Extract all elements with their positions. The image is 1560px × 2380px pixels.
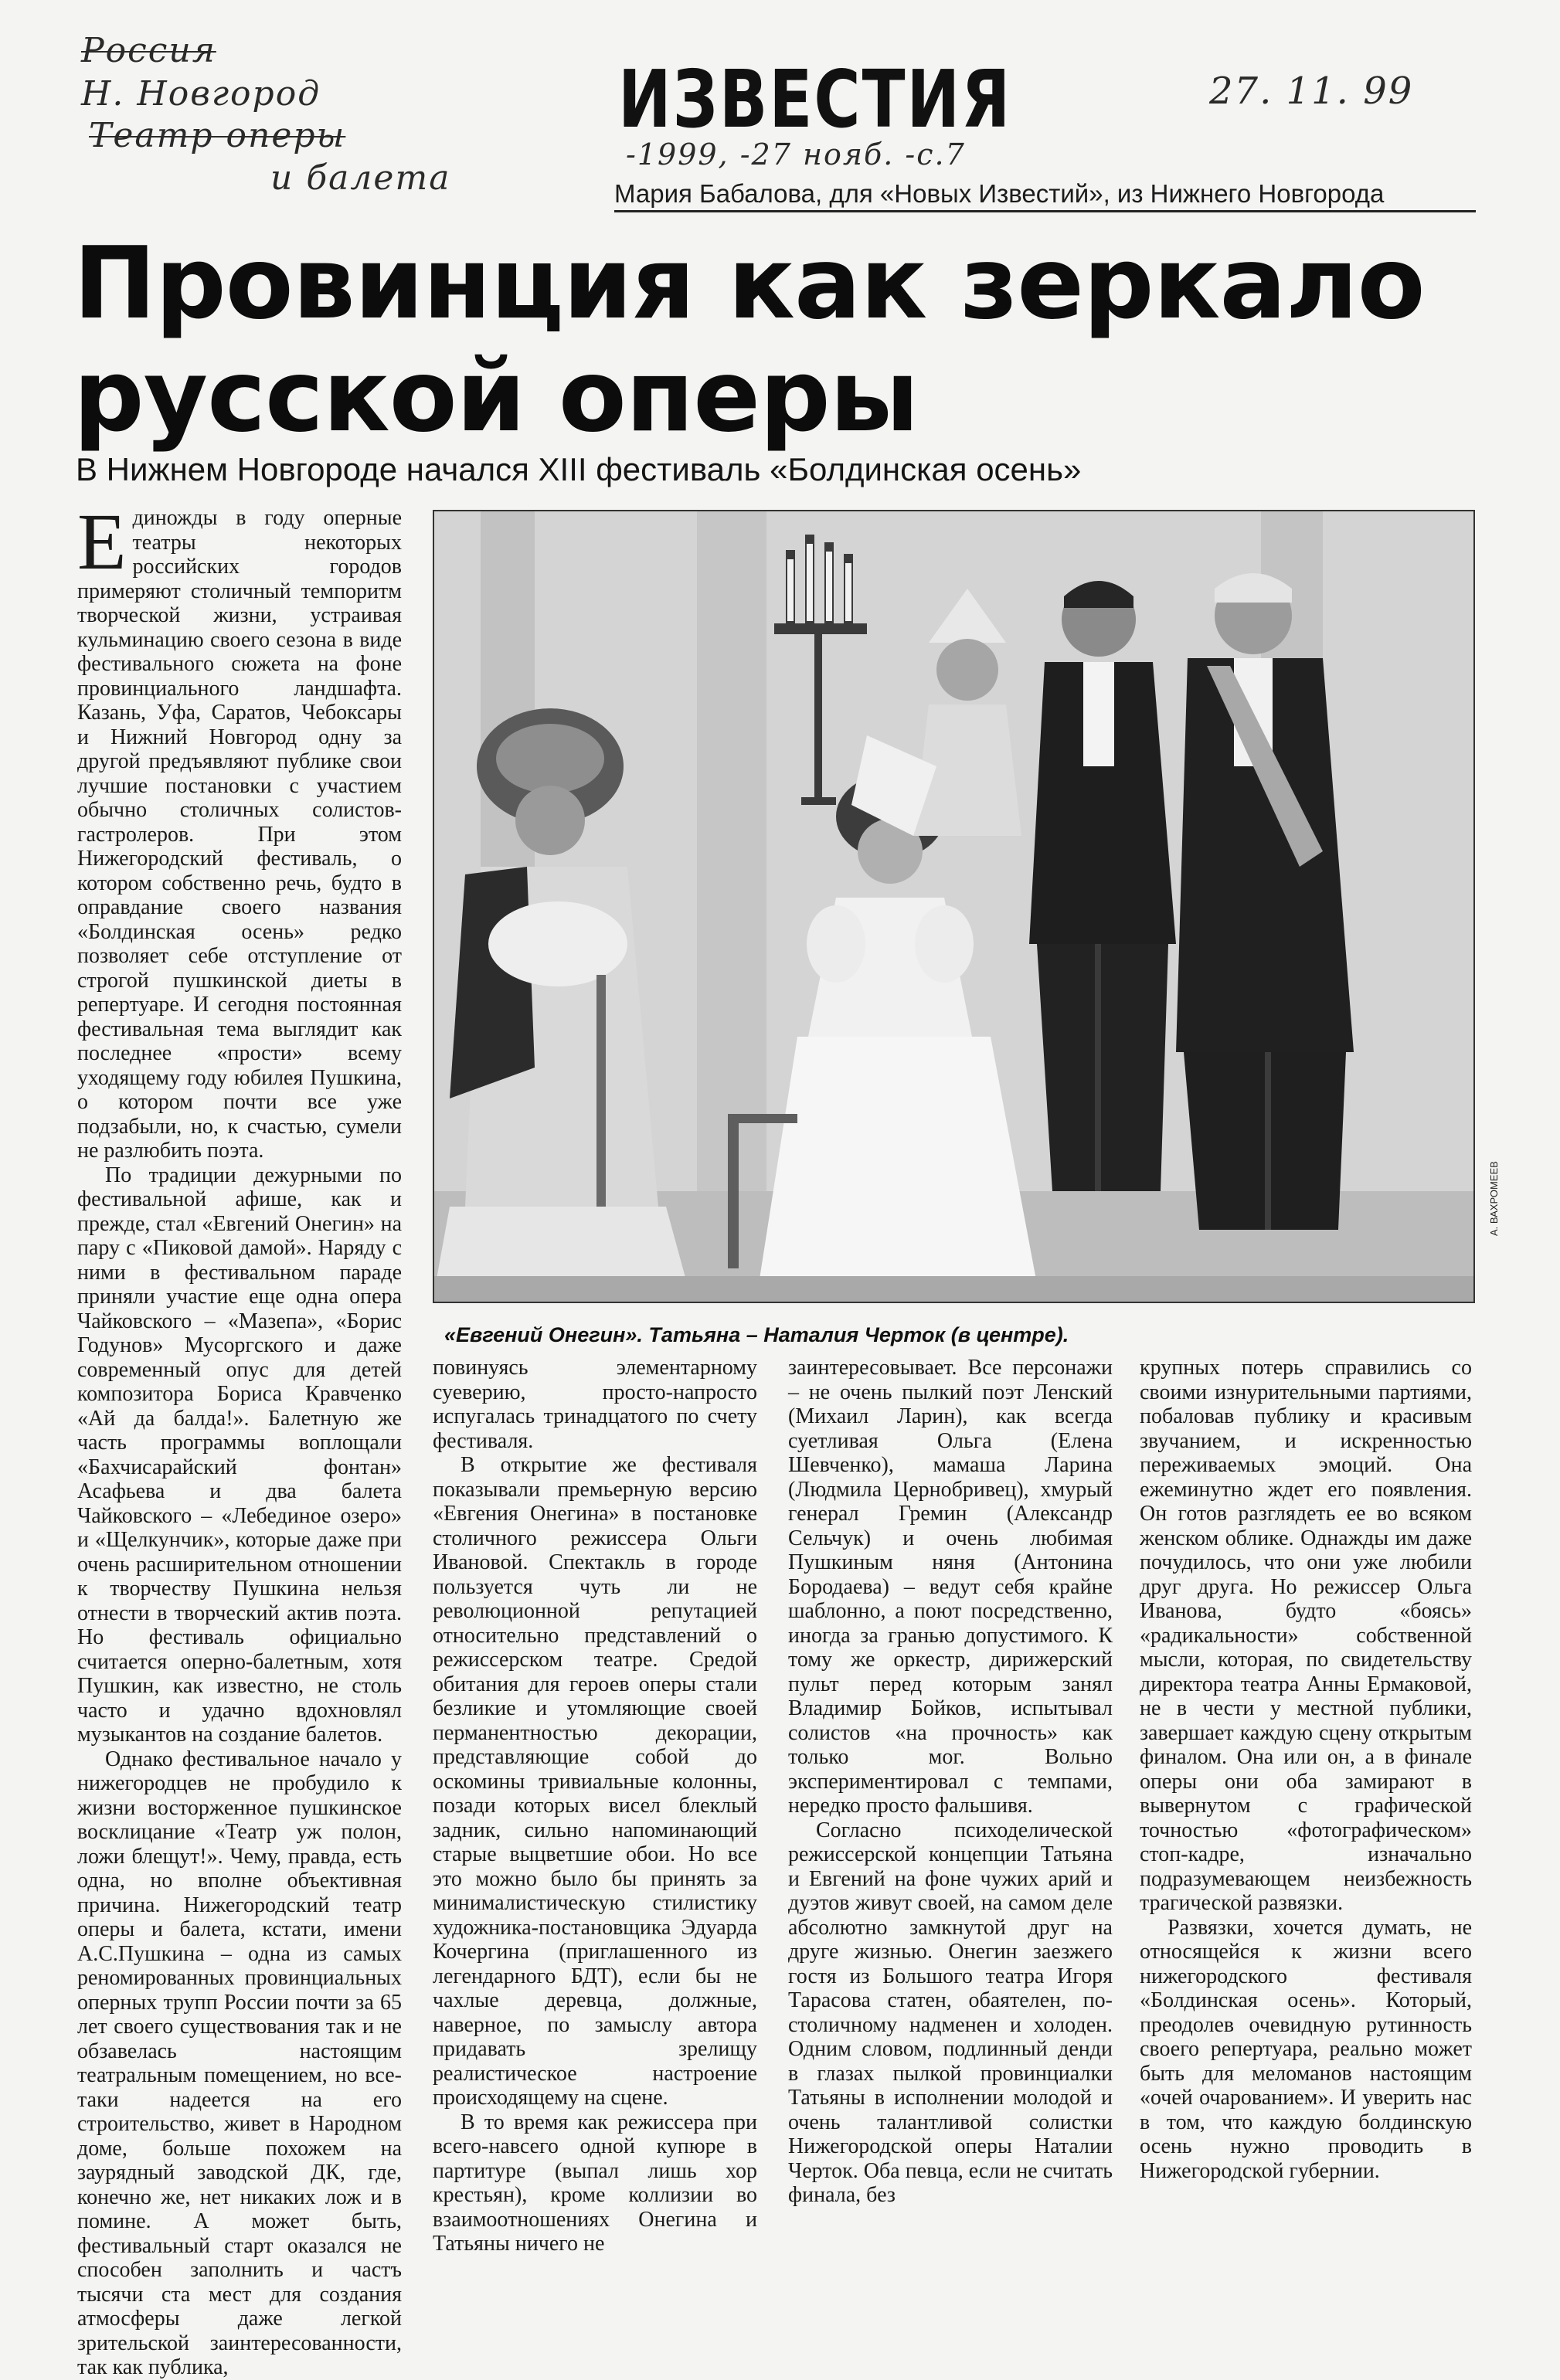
byline-rule xyxy=(614,210,1476,212)
article-paragraph: заинтересовывает. Все персонажи – не очень пылкий поэт Ленский (Михаил Ларин), как всегда суетливая Ольга (Елена Шевченко), мамаша Ларина (Людмила Цернобривец), хмурый генерал Гремин (Александр Сельчук) и очень любимая Пушкиным няня (Антонина Бородаева) – ведут себя крайне шаблонно, а поют посредственно, иногда за гранью допустимого. К тому же оркестр, дирижерский пульт перед которым занял Владимир Бойков, испытывал солистов «на прочность» как только мог. Вольно экспериментировал с темпами, нередко просто фальшивя. xyxy=(788,1356,1113,1818)
article-paragraph: В то время как режиссера при всего-навсего одной купюре в партитуре (выпал лишь хор крестьян), кроме коллизии во взаимоотношениях Онегина и Татьяны ничего не xyxy=(433,2110,757,2256)
handwritten-note-4: и балета xyxy=(270,158,451,198)
byline: Мария Бабалова, для «Новых Известий», из Нижнего Новгорода xyxy=(614,179,1385,208)
article-paragraph: Однако фестивальное начало у нижегородцев не пробудило к жизни восторженное пушкинское восклицание «Театр уж полон, ложи блещут!». Чему, правда, есть одна, но вполне объективная причина. Нижегородский театр оперы и балета, кстати, имени А.С.Пушкина – одна из самых реномированных провинциальных оперных трупп России почти за 65 лет своего существования так и не обзавелась настоящим театральным помещением, но все-таки надеется на его строительство, живет в Народном доме, больше похожем на заурядный заводской ДК, где, конечно же, нет никаких лож и в помине. А может быть, фестивальный старт оказался не способен заполнить и частъ тысячи ста мест для создания атмосферы даже легкой зрительской заинтересованности, так как публика, xyxy=(77,1747,402,2379)
photo-caption: «Евгений Онегин». Татьяна – Наталия Черток (в центре). xyxy=(444,1323,1069,1346)
article-paragraph: По традиции дежурными по фестивальной афише, как и прежде, стал «Евгений Онегин» на пару с «Пиковой дамой». Наряду с ними в фестивальном параде приняли участие еще одна опера Чайковского – «Мазепа», «Борис Годунов» Мусоргского и даже современный опус для детей композитора Бориса Кравченко «Ай да балда!». Балетную же часть программы воплощали «Бахчисарайский фонтан» Асафьева и два балета Чайковского – «Лебединое озеро» и «Щелкунчик», которые даже при очень расширительном отношении к творчеству Пушкина нельзя отнести в творческий актив поэта. Но фестиваль официально считается оперно-балетным, хотя Пушкин, как известно, не столь часто и удачно вдохновлял музыкантов на создание балетов. xyxy=(77,1163,402,1747)
newspaper-masthead: ИЗВЕСТИЯ xyxy=(618,54,1012,146)
article-column-3 xyxy=(788,1356,1113,2207)
article-column-1 xyxy=(77,497,402,2379)
photo-illustration xyxy=(434,511,1473,1302)
handwritten-note-3: Театр оперы xyxy=(89,116,346,155)
subheadline: В Нижнем Новгороде начался XIII фестиваль «Болдинская осень» xyxy=(76,451,1082,487)
handwritten-date: 27. 11. 99 xyxy=(1209,70,1414,113)
handwritten-note-2: Н. Новгород xyxy=(81,74,321,114)
article-paragraph: В открытие же фестиваля показывали премьерную версию «Евгения Онегина» в постановке столичного режиссера Ольги Ивановой. Спектакль в городе пользуется чуть ли не революционной репутацией относительно представлений о режиссерском театре. Средой обитания для героев оперы стали безликие и утомляющие своей перманентностью декорации, представляющие собой до оскомины тривиальные колонны, позади которых висел блеклый задник, сильно напоминающий старые выцветшие обои. Но все это можно было бы принять за минималистическую стилистику художника-постановщика Эдуарда Кочергина (приглашенного из легендарного БДТ), если бы не чахлые деревца, должные, наверное, по замыслу автора придавать зрелищу реалистическое настроение происходящему на сцене. xyxy=(433,1453,757,2110)
photo-credit: А. ВАХРОМЕЕВ xyxy=(1488,1161,1500,1236)
handwritten-source-note: -1999, -27 нояб. -с.7 xyxy=(626,138,966,171)
article-paragraph: Согласно психоделической режиссерской концепции Татьяна и Евгений на фоне чужих арий и дуэтов живут своей, на самом деле абсолютно замкнутой друг на друге жизнью. Онегин заезжего гостя из Большого театра Игоря Тарасова статен, обаятелен, по-столичному надменен и холоден. Одним словом, подлинный денди в глазах пылкой провинциалки Татьяны в исполнении молодой и очень талантливой солистки Нижегородской оперы Наталии Черток. Оба певца, если не считать финала, без xyxy=(788,1818,1113,2207)
article-paragraph: Единожды в году оперные театры некоторых российских городов примеряют столичный темпоритм творческой жизни, устраивая кульминацию своего сезона в виде фестивального сюжета на фоне провинциального ландшафта. Казань, Уфа, Саратов, Чебоксары и Нижний Новгород одну за другой предъявляют публике свои лучшие постановки с участием обычно столичных солистов-гастролеров. При этом Нижегородский фестиваль, о котором собственно речь, будто в оправдание своего названия «Болдинская осень» редко позволяет себе отступление от строгой пушкинской диеты в репертуаре. И сегодня постоянная фестивальная тема выглядит как последнее «прости» всему уходящему году юбилея Пушкина, о котором почти все уже подзабыли, но, к счастью, сумели не разлюбить поэта. xyxy=(77,497,402,1163)
article-paragraph: повинуясь элементарному суеверию, просто-напросто испугалась тринадцатого по счету фестиваля. xyxy=(433,1356,757,1453)
opera-scene-photo xyxy=(433,510,1475,1303)
drop-cap: Е xyxy=(77,497,127,586)
handwritten-note-1: Россия xyxy=(81,31,216,70)
article-paragraph: крупных потерь справились со своими изнурительными партиями, побаловав публику и красивым звучанием, и искренностью переживаемых эмоций. Она ежеминутно ждет его появления. Он готов разглядеть ее во всяком женском облике. Однажды им даже почудилось, что они уже любили друг друга. Но режиссер Ольга Иванова, будто «боясь» «радикальности» собственной мысли, которая, по свидетельству директора театра Анны Ермаковой, не в чести у местной публики, завершает каждую сцену открытым финалом. Она или он, а в финале оперы они оба замирают в вывернутом с графической точностью «фотографическом» стоп-кадре, изначально подразумевающем неизбежность трагической развязки. xyxy=(1140,1356,1472,1915)
article-column-4 xyxy=(1140,1356,1472,2183)
headline: Провинция как зеркало русской оперы xyxy=(73,226,1425,454)
article-column-2 xyxy=(433,1356,757,2256)
article-paragraph: Развязки, хочется думать, не относящейся к жизни всего нижегородского фестиваля «Болдинская осень». Который, преодолев очевидную рутинность своего репертуара, реально может быть для меломанов настоящим «очей очарованием». И уверить нас в том, что каждую болдинскую осень нужно проводить в Нижегородской губернии. xyxy=(1140,1915,1472,2183)
